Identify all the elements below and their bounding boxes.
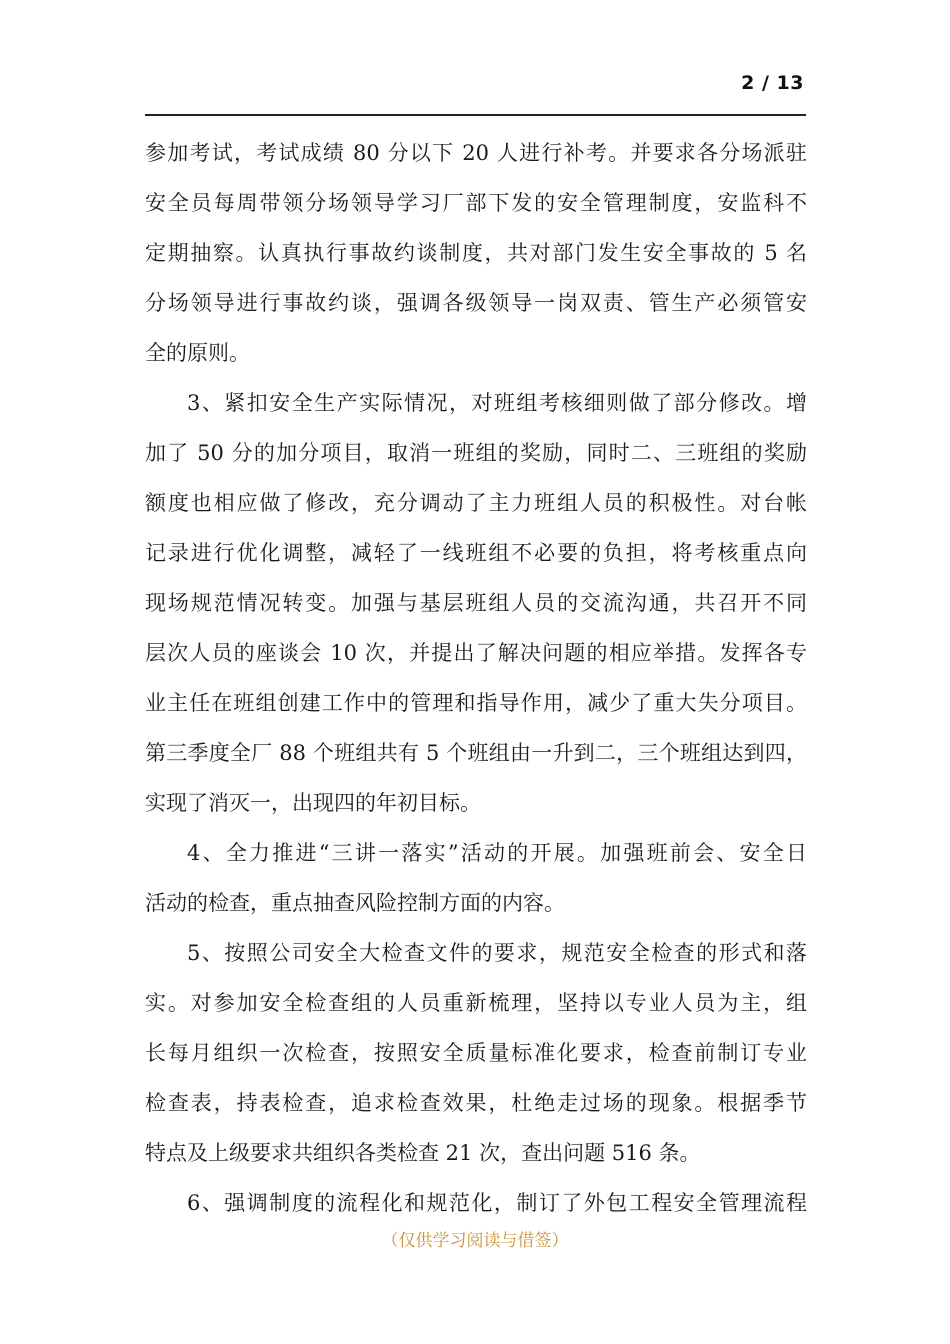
text-line: 全的原则。	[145, 341, 250, 365]
text-line: 参加考试，考试成绩 80 分以下 20 人进行补考。并要求各分场派驻	[145, 141, 807, 165]
paragraph-start-3: 3、紧扣安全生产实际情况，对班组考核细则做了部分修改。增	[187, 391, 807, 415]
text-line: 记录进行优化调整，减轻了一线班组不必要的负担，将考核重点向	[145, 541, 807, 565]
text-line: 第三季度全厂 88 个班组共有 5 个班组由一升到二，三个班组达到四，	[145, 741, 807, 765]
text-line: 实现了消灭一，出现四的年初目标。	[145, 791, 481, 815]
text-line: 层次人员的座谈会 10 次，并提出了解决问题的相应举措。发挥各专	[145, 641, 807, 665]
text-line: 特点及上级要求共组织各类检查 21 次，查出问题 516 条。	[145, 1141, 701, 1165]
footer-note: （仅供学习阅读与借签）	[381, 1231, 569, 1251]
text-line: 安全员每周带领分场领导学习厂部下发的安全管理制度，安监科不	[145, 191, 807, 215]
paragraph-start-6: 6、强调制度的流程化和规范化，制订了外包工程安全管理流程	[187, 1191, 807, 1215]
header-divider	[145, 114, 806, 116]
page-number: 2 / 13	[741, 72, 804, 94]
document-body	[145, 128, 807, 1228]
text-line: 检查表，持表检查，追求检查效果，杜绝走过场的现象。根据季节	[145, 1091, 807, 1115]
text-line: 额度也相应做了修改，充分调动了主力班组人员的积极性。对台帐	[145, 491, 807, 515]
paragraph-start-5: 5、按照公司安全大检查文件的要求，规范安全检查的形式和落	[187, 941, 807, 965]
text-line: 长每月组织一次检查，按照安全质量标准化要求，检查前制订专业	[145, 1041, 807, 1065]
text-line: 现场规范情况转变。加强与基层班组人员的交流沟通，共召开不同	[145, 591, 807, 615]
text-line: 分场领导进行事故约谈，强调各级领导一岗双责、管生产必须管安	[145, 291, 807, 315]
text-line: 业主任在班组创建工作中的管理和指导作用，减少了重大失分项目。	[145, 691, 807, 715]
text-line: 加了 50 分的加分项目，取消一班组的奖励，同时二、三班组的奖励	[145, 441, 807, 465]
text-line: 定期抽察。认真执行事故约谈制度，共对部门发生安全事故的 5 名	[145, 241, 807, 265]
paragraph-start-4: 4、全力推进“三讲一落实”活动的开展。加强班前会、安全日	[187, 841, 807, 865]
text-line: 活动的检查，重点抽查风险控制方面的内容。	[145, 891, 565, 915]
text-line: 实。对参加安全检查组的人员重新梳理，坚持以专业人员为主，组	[145, 991, 807, 1015]
